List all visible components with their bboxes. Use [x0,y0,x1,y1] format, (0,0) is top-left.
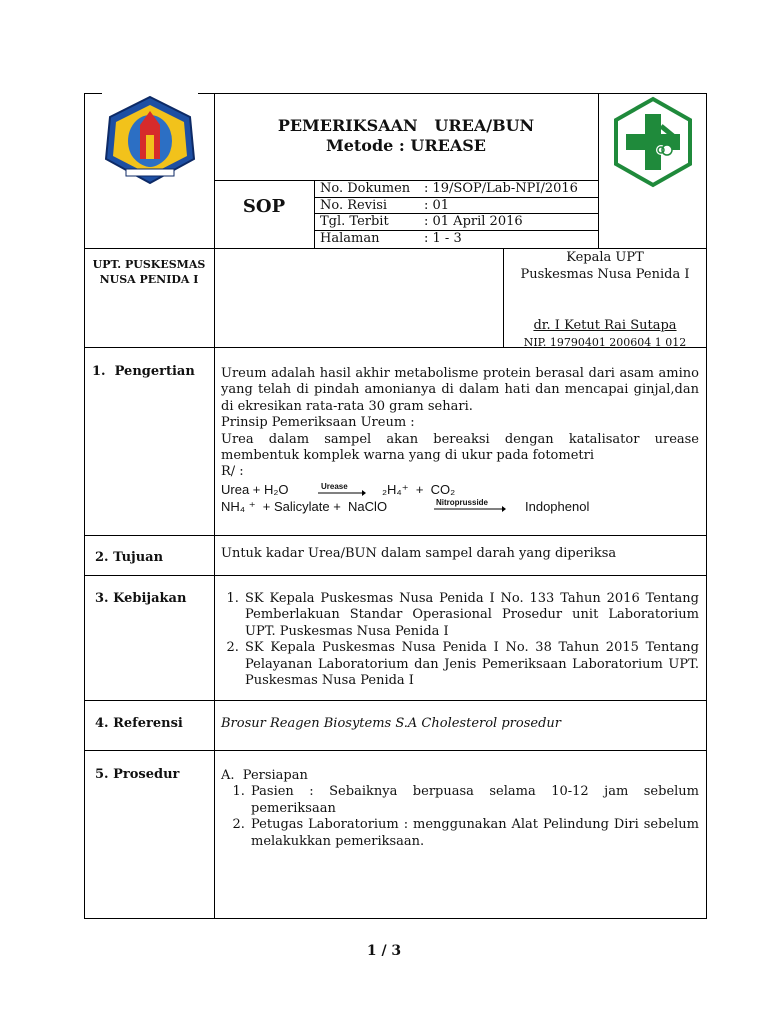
section-body-referensi: Brosur Reagen Biosytems S.A Cholesterol prosedur [221,716,561,731]
signer-nip: NIP. 19790401 200604 1 012 [523,336,687,349]
doc-meta-value: : 1 - 3 [424,231,462,246]
doc-meta-key: No. Revisi [320,198,388,213]
pengertian-paragraph: Ureum adalah hasil akhir metabolisme protein berasal dari asam amino yang telah di pindah amonianya di dalam hati dan mencapai ginjal,dan di ekresikan rata-rata 30 gram sehari. [221,366,699,414]
section-body-kebijakan [221,591,699,689]
doc-meta-value: : 01 [424,198,450,213]
doc-meta-key: Halaman [320,231,380,246]
organization-name [84,257,214,287]
reaction-2-left: NH₄ ⁺ + Salicylate + NaClO [221,498,388,514]
list-item: 1. SK Kepala Puskesmas Nusa Penida I No. 133 Tahun 2016 Tentang Pemberlakuan Standar Operasional Prosedur unit Laboratorium UPT. Puskesmas Nusa Penida I [243,591,699,640]
reaction-2-catalyst: Nitroprusside [436,497,489,507]
regional-emblem-icon [102,95,198,185]
section-label-pengertian: 1. Pengertian [92,364,195,379]
org-line-1: UPT. PUSKESMAS [92,258,206,271]
page-indicator: 1 / 3 [366,943,402,959]
doc-meta-key: Tgl. Terbit [320,214,389,229]
reaction-2-right: Indophenol [525,498,590,514]
doc-meta-value: : 01 April 2016 [424,214,523,229]
signer-role-line-2: Puskesmas Nusa Penida I [520,267,690,282]
prinsip-title: Prinsip Pemeriksaan Ureum : [221,415,415,431]
doc-meta-row [320,197,598,214]
section-body-tujuan: Untuk kadar Urea/BUN dalam sampel darah yang diperiksa [221,546,617,561]
doc-meta-row [320,180,598,197]
sop-label: SOP [242,196,286,217]
prinsip-text: Urea dalam sampel akan bereaksi dengan katalisator urease membentuk komplek warna yang di ukur pada fotometri [221,431,699,464]
rx-label: R/ : [221,464,244,480]
title-line-2: Metode : UREASE [326,136,486,155]
reaction-block [221,481,699,515]
reaction-1-left: Urea + H₂O [221,481,289,497]
doc-meta-key: No. Dokumen [320,181,411,196]
signer-name: dr. I Ketut Rai Sutapa [533,318,677,333]
section-body-prosedur [221,768,699,850]
doc-meta-row [320,213,598,230]
doc-meta-row [320,230,598,247]
list-item: 1. Pasien : Sebaiknya berpuasa selama 10-12 jam sebelum pemeriksaan [249,784,699,817]
section-body-pengertian [221,366,699,515]
reaction-1-catalyst: Urease [321,481,348,491]
section-label-referensi: 4. Referensi [95,716,183,731]
document-title [214,116,598,156]
list-item: 2. Petugas Laboratorium : menggunakan Alat Pelindung Diri sebelum melakukkan pemeriksaan. [249,817,699,850]
title-line-1: PEMERIKSAAN UREA/BUN [277,116,535,135]
section-label-kebijakan: 3. Kebijakan [95,591,187,606]
doc-meta-value: : 19/SOP/Lab-NPI/2016 [424,181,578,196]
signer-role-line-1: Kepala UPT [566,250,644,265]
org-line-2: NUSA PENIDA I [99,273,199,286]
signer-block [504,249,706,351]
prosedur-subhead: A. Persiapan [221,768,308,783]
section-label-tujuan: 2. Tujuan [95,550,164,565]
puskesmas-cross-icon [612,96,694,188]
section-label-prosedur: 5. Prosedur [95,767,180,782]
reaction-1-right: ₂H₄⁺ + CO₂ [382,481,456,497]
list-item: 2. SK Kepala Puskesmas Nusa Penida I No. 38 Tahun 2015 Tentang Pelayanan Laboratorium dan Jenis Pemeriksaan Laboratorium UPT. Puskesmas Nusa Penida I [243,640,699,689]
reaction-arrow-icon [434,501,506,518]
